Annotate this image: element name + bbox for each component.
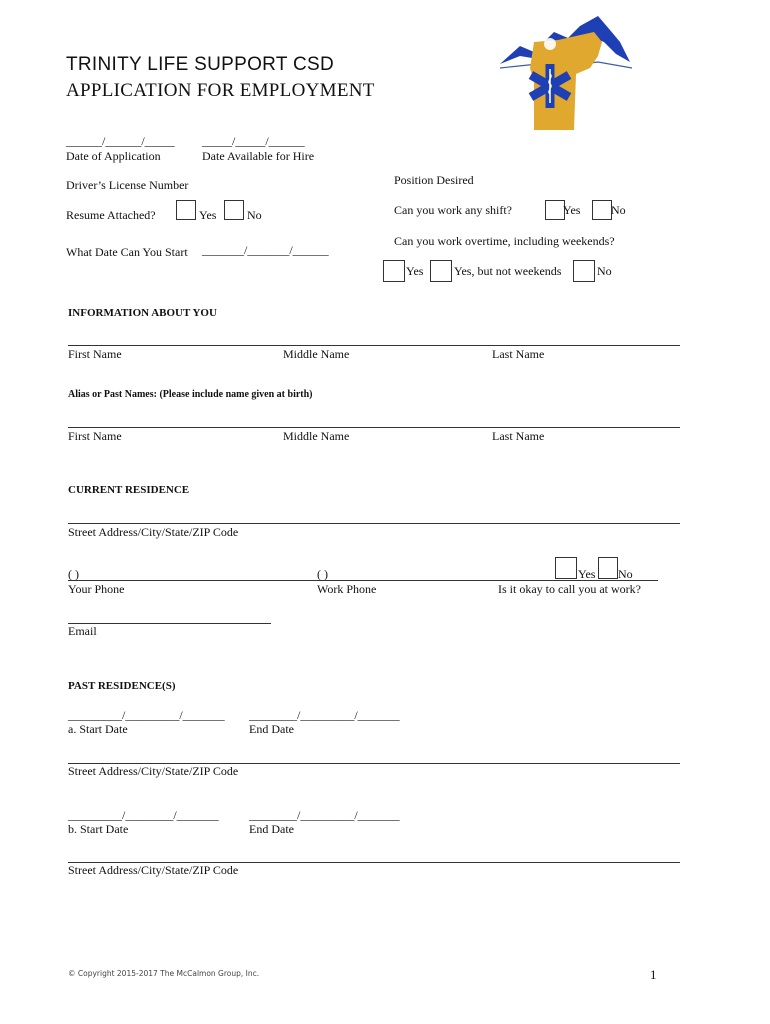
overtime-no-checkbox[interactable] bbox=[573, 260, 595, 282]
call-at-work-label: Is it okay to call you at work? bbox=[498, 582, 641, 596]
start-date-label: What Date Can You Start bbox=[66, 245, 188, 259]
position-desired-label: Position Desired bbox=[394, 173, 474, 187]
past-b-start-blank[interactable]: _________/________/_______ bbox=[68, 808, 219, 822]
any-shift-yes-label: Yes bbox=[563, 203, 581, 217]
any-shift-no-checkbox[interactable] bbox=[592, 200, 612, 220]
past-b-start-label: b. Start Date bbox=[68, 822, 129, 836]
past-a-end-label: End Date bbox=[249, 722, 294, 736]
current-residence-heading: CURRENT RESIDENCE bbox=[68, 484, 190, 496]
work-phone-label: Work Phone bbox=[317, 582, 377, 596]
past-residence-heading: PAST RESIDENCE(S) bbox=[68, 680, 176, 692]
overtime-yes-not-weekends-label: Yes, but not weekends bbox=[454, 264, 562, 278]
logo bbox=[498, 12, 634, 134]
first-name-label: First Name bbox=[68, 347, 122, 361]
overtime-no-label: No bbox=[597, 264, 612, 278]
phone-input-line[interactable] bbox=[68, 580, 658, 581]
any-shift-no-label: No bbox=[611, 203, 626, 217]
info-about-you-heading: INFORMATION ABOUT YOU bbox=[68, 307, 217, 319]
middle-name-label: Middle Name bbox=[283, 347, 350, 361]
email-input-line[interactable] bbox=[68, 623, 271, 624]
call-at-work-yes-label: Yes bbox=[578, 567, 596, 581]
date-of-application-label: Date of Application bbox=[66, 149, 161, 163]
any-shift-label: Can you work any shift? bbox=[394, 203, 512, 217]
resume-no-label: No bbox=[247, 208, 262, 222]
alias-input-line[interactable] bbox=[68, 427, 680, 428]
current-address-label: Street Address/City/State/ZIP Code bbox=[68, 525, 239, 539]
current-address-input-line[interactable] bbox=[68, 523, 680, 524]
resume-no-checkbox[interactable] bbox=[224, 200, 244, 220]
past-a-end-blank[interactable]: ________/_________/_______ bbox=[249, 708, 400, 722]
past-b-end-blank[interactable]: ________/_________/_______ bbox=[249, 808, 400, 822]
overtime-yes-checkbox[interactable] bbox=[383, 260, 405, 282]
resume-attached-label: Resume Attached? bbox=[66, 208, 156, 222]
date-available-label: Date Available for Hire bbox=[202, 149, 315, 163]
resume-yes-label: Yes bbox=[199, 208, 217, 222]
copyright-text: © Copyright 2015-2017 The McCalmon Group, Inc. bbox=[68, 969, 260, 978]
name-input-line[interactable] bbox=[68, 345, 680, 346]
past-a-start-blank[interactable]: _________/_________/_______ bbox=[68, 708, 225, 722]
past-b-address-label: Street Address/City/State/ZIP Code bbox=[68, 863, 239, 877]
overtime-label: Can you work overtime, including weekends? bbox=[394, 234, 615, 248]
email-label: Email bbox=[68, 624, 97, 638]
alias-first-name-label: First Name bbox=[68, 429, 122, 443]
date-available-blank[interactable]: _____/_____/______ bbox=[202, 134, 305, 148]
call-at-work-no-label: No bbox=[618, 567, 633, 581]
org-name: TRINITY LIFE SUPPORT CSD bbox=[66, 54, 334, 75]
call-at-work-no-checkbox[interactable] bbox=[598, 557, 618, 579]
alias-last-name-label: Last Name bbox=[492, 429, 545, 443]
past-a-address-label: Street Address/City/State/ZIP Code bbox=[68, 764, 239, 778]
past-b-end-label: End Date bbox=[249, 822, 294, 836]
any-shift-yes-checkbox[interactable] bbox=[545, 200, 565, 220]
alias-middle-name-label: Middle Name bbox=[283, 429, 350, 443]
overtime-yes-not-weekends-checkbox[interactable] bbox=[430, 260, 452, 282]
resume-yes-checkbox[interactable] bbox=[176, 200, 196, 220]
overtime-yes-label: Yes bbox=[406, 264, 424, 278]
last-name-label: Last Name bbox=[492, 347, 545, 361]
date-of-application-blank[interactable]: ______/______/_____ bbox=[66, 134, 175, 148]
start-date-blank[interactable]: _______/_______/______ bbox=[202, 243, 329, 257]
alias-heading: Alias or Past Names: (Please include name given at birth) bbox=[68, 389, 313, 400]
work-phone-prefix: ( ) bbox=[317, 567, 328, 581]
form-title: APPLICATION FOR EMPLOYMENT bbox=[66, 80, 375, 101]
call-at-work-yes-checkbox[interactable] bbox=[555, 557, 577, 579]
past-a-start-label: a. Start Date bbox=[68, 722, 128, 736]
page-number: 1 bbox=[650, 967, 657, 982]
star-of-life-logo-icon bbox=[498, 12, 634, 134]
drivers-license-label: Driver’s License Number bbox=[66, 178, 189, 192]
your-phone-label: Your Phone bbox=[68, 582, 125, 596]
your-phone-prefix: ( ) bbox=[68, 567, 79, 581]
